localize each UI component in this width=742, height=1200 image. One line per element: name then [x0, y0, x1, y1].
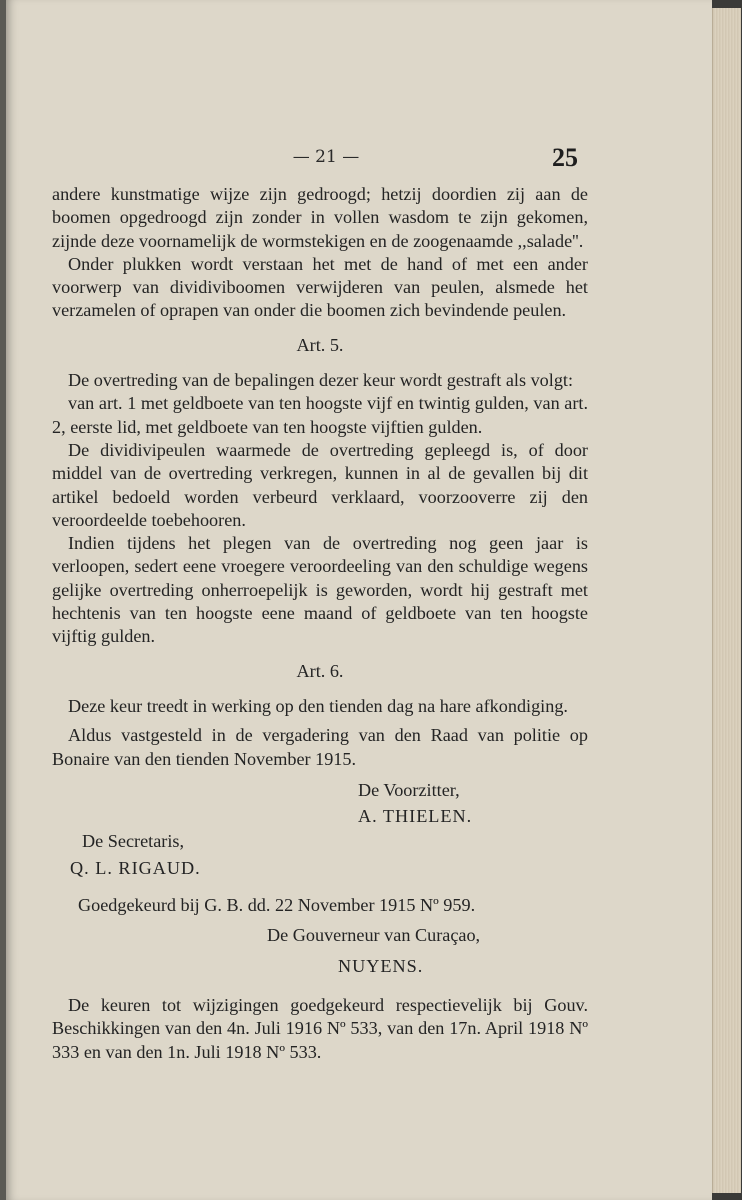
secretary-name: Q. L. RIGAUD.: [70, 857, 201, 878]
paragraph: andere kunstmatige wijze zijn gedroogd; hetzij doordien zij aan de boomen opgedroogd zijn zonder in vollen wasdom te zijn gekomen, zijnde deze voornamelijk de wormstekigen en de zoogenaamde ,,salade''.: [52, 184, 588, 251]
approval-text: Goedgekeurd bij G. B. dd. 22 November 1915 Nº 959.: [78, 895, 476, 916]
paragraph: Onder plukken wordt verstaan het met de hand of met een ander voorwerp van dividiviboomen verwijderen van peulen, alsmede het verzamelen of oprapen van onder die boomen zich bevindende peulen.: [52, 253, 588, 321]
article-heading: Art. 5.: [296, 334, 344, 355]
paragraph: Aldus vastgesteld in de vergadering van den Raad van politie op Bonaire van den tienden November 1915.: [52, 725, 588, 769]
governor-name: NUYENS.: [338, 955, 424, 976]
paragraph: van art. 1 met geldboete van ten hoogste vijf en twintig gulden, van art. 2, eerste lid, met geldboete van ten hoogste vijftien gulden.: [52, 393, 588, 437]
page-text: [52, 183, 588, 1064]
folio-number: 25: [552, 143, 578, 172]
paragraph: De overtreding van de bepalingen dezer keur wordt gestraft als volgt:: [68, 370, 574, 391]
paragraph: De dividivipeulen waarmede de overtreding gepleegd is, of door middel van de overtreding verkregen, kunnen in al de gevallen bij dit artikel bedoeld worden verbeurd verklaard, voorzooverre zij den veroordeelde toebehooren.: [52, 439, 588, 530]
paragraph: Indien tijdens het plegen van de overtreding nog geen jaar is verloopen, sedert eene vroegere veroordeeling van den schuldige wegens gelijke overtreding onherroepelijk is geworden, wordt hij gestraft met hechtenis van ten hoogste eene maand of geldboete van ten hoogste vijftig gulden.: [52, 533, 588, 647]
page-header: [6, 143, 712, 183]
footer-note: De keuren tot wijzigingen goedgekeurd respectievelijk bij Gouv. Beschikkingen van den 4n. Juli 1916 Nº 533, van den 17n. April 1918 Nº 333 en van den 1n. Juli 1918 Nº 533.: [52, 994, 588, 1062]
paragraph: Deze keur treedt in werking op den tienden dag na hare afkondiging.: [68, 695, 568, 716]
chair-name: A. THIELEN.: [358, 806, 473, 827]
page-number-center: — 21 —: [292, 147, 360, 167]
secretary-title: De Secretaris,: [82, 831, 185, 852]
article-heading: Art. 6.: [296, 660, 344, 681]
page-edges: [712, 8, 741, 1193]
chair-title: De Voorzitter,: [358, 779, 460, 800]
book-page: [6, 0, 712, 1200]
governor-title: De Gouverneur van Curaçao,: [267, 925, 481, 946]
